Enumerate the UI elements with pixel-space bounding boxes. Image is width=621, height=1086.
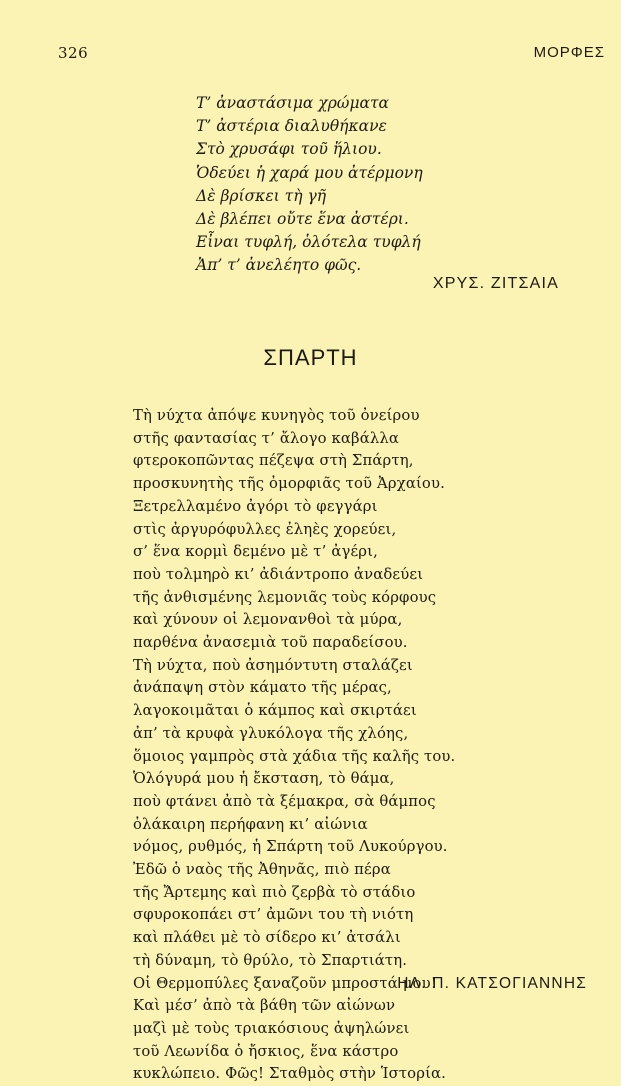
poem-line: Καὶ μέσ’ ἀπὸ τὰ βάθη τῶν αἰώνων [133, 997, 396, 1015]
poem-line: Ἐδῶ ὁ ναὸς τῆς Ἀθηνᾶς, πιὸ πέρα [133, 861, 391, 879]
poem-two-author: ΗΛ. Π. ΚΑΤΣΟΓΙΑΝΝΗΣ [397, 975, 587, 992]
poem-one [196, 92, 423, 278]
poem-line: στῆς φαντασίας τ’ ἄλογο καβάλλα [133, 429, 400, 447]
poem-line: ἀνάπαψη στὸν κάματο τῆς μέρας, [133, 679, 392, 697]
running-head: ΜΟΡΦΕΣ [533, 44, 605, 61]
poem-line: τῆς ἀνθισμένης λεμονιᾶς τοὺς κόρφους [133, 588, 437, 606]
poem-line: τὴ δύναμη, τὸ θρύλο, τὸ Σπαρτιάτη. [133, 951, 408, 969]
poem-two-title: ΣΠΑΡΤΗ [263, 345, 358, 370]
poem-line: Εἶναι τυφλή, ὁλότελα τυφλή [196, 233, 421, 252]
poem-line: λαγοκοιμᾶται ὁ κάμπος καὶ σκιρτάει [133, 702, 417, 720]
poem-line: Οἱ Θερμοπύλες ξαναζοῦν μπροστά μου! [133, 974, 437, 992]
poem-line: παρθένα ἀνασεμιὰ τοῦ παραδείσου. [133, 634, 408, 652]
poem-line: ὁλάκαιρη περήφανη κι’ αἰώνια [133, 815, 368, 833]
poem-line: μαζὶ μὲ τοὺς τριακόσιους ἀψηλώνει [133, 1019, 410, 1037]
poem-line: προσκυνητὴς τῆς ὀμορφιᾶς τοῦ Ἀρχαίου. [133, 475, 445, 493]
poem-line: σφυροκοπάει στ’ ἀμῶνι του τὴ νιότη [133, 906, 414, 924]
poem-line: Τ’ ἀναστάσιμα χρώματα [196, 94, 390, 112]
poem-line: καὶ πλάθει μὲ τὸ σίδερο κι’ ἀτσάλι [133, 929, 401, 947]
poem-line: τῆς Ἄρτεμης καὶ πιὸ ζερβὰ τὸ στάδιο [133, 883, 416, 901]
poem-line: Δὲ βρίσκει τὴ γῆ [196, 186, 326, 205]
page-number: 326 [58, 44, 89, 62]
poem-line: ποὺ τολμηρὸ κι’ ἀδιάντροπο ἀναδεύει [133, 565, 424, 583]
poem-line: ἀπ’ τὰ κρυφὰ γλυκόλογα τῆς χλόης, [133, 724, 409, 742]
poem-line: Ἀπ’ τ’ ἀνελέητο φῶς. [196, 256, 362, 275]
poem-line: Ξετρελλαμένο ἀγόρι τὸ φεγγάρι [133, 497, 378, 515]
poem-line: Ὁδεύει ἡ χαρά μου ἀτέρμονη [196, 163, 423, 182]
poem-line: Ὁλόγυρά μου ἡ ἔκσταση, τὸ θάμα, [133, 770, 395, 788]
poem-line: ὅμοιος γαμπρὸς στὰ χάδια τῆς καλῆς του. [133, 747, 456, 765]
poem-line: Τὴ νύχτα, ποὺ ἀσημόντυτη σταλάζει [133, 656, 413, 674]
poem-line: Δὲ βλέπει οὔτε ἕνα ἀστέρι. [196, 210, 409, 229]
poem-line: Στὸ χρυσάφι τοῦ ἥλιου. [196, 140, 382, 159]
poem-line: ποὺ φτάνει ἀπὸ τὰ ξέμακρα, σὰ θάμπος [133, 792, 436, 810]
poem-line: στὶς ἀργυρόφυλλες ἐληὲς χορεύει, [133, 520, 397, 538]
poem-line: τοῦ Λεωνίδα ὁ ἤσκιος, ἕνα κάστρο [133, 1042, 399, 1060]
poem-line: νόμος, ρυθμός, ἡ Σπάρτη τοῦ Λυκούργου. [133, 838, 448, 856]
poem-line: σ’ ἕνα κορμὶ δεμένο μὲ τ’ ἀγέρι, [133, 543, 378, 561]
poem-line: φτεροκοπῶντας πέζεψα στὴ Σπάρτη, [133, 452, 414, 470]
poem-one-author: ΧΡΥΣ. ΖΙΤΣΑΙΑ [432, 275, 559, 292]
poem-line: καὶ χύνουν οἱ λεμονανθοὶ τὰ μύρα, [133, 611, 403, 629]
poem-line: Τ’ ἀστέρια διαλυθήκανε [196, 117, 387, 136]
poem-line: Τὴ νύχτα ἀπόψε κυνηγὸς τοῦ ὀνείρου [133, 407, 420, 424]
poem-line: κυκλώπειο. Φῶς! Σταθμὸς στὴν Ἱστορία. [133, 1065, 447, 1083]
